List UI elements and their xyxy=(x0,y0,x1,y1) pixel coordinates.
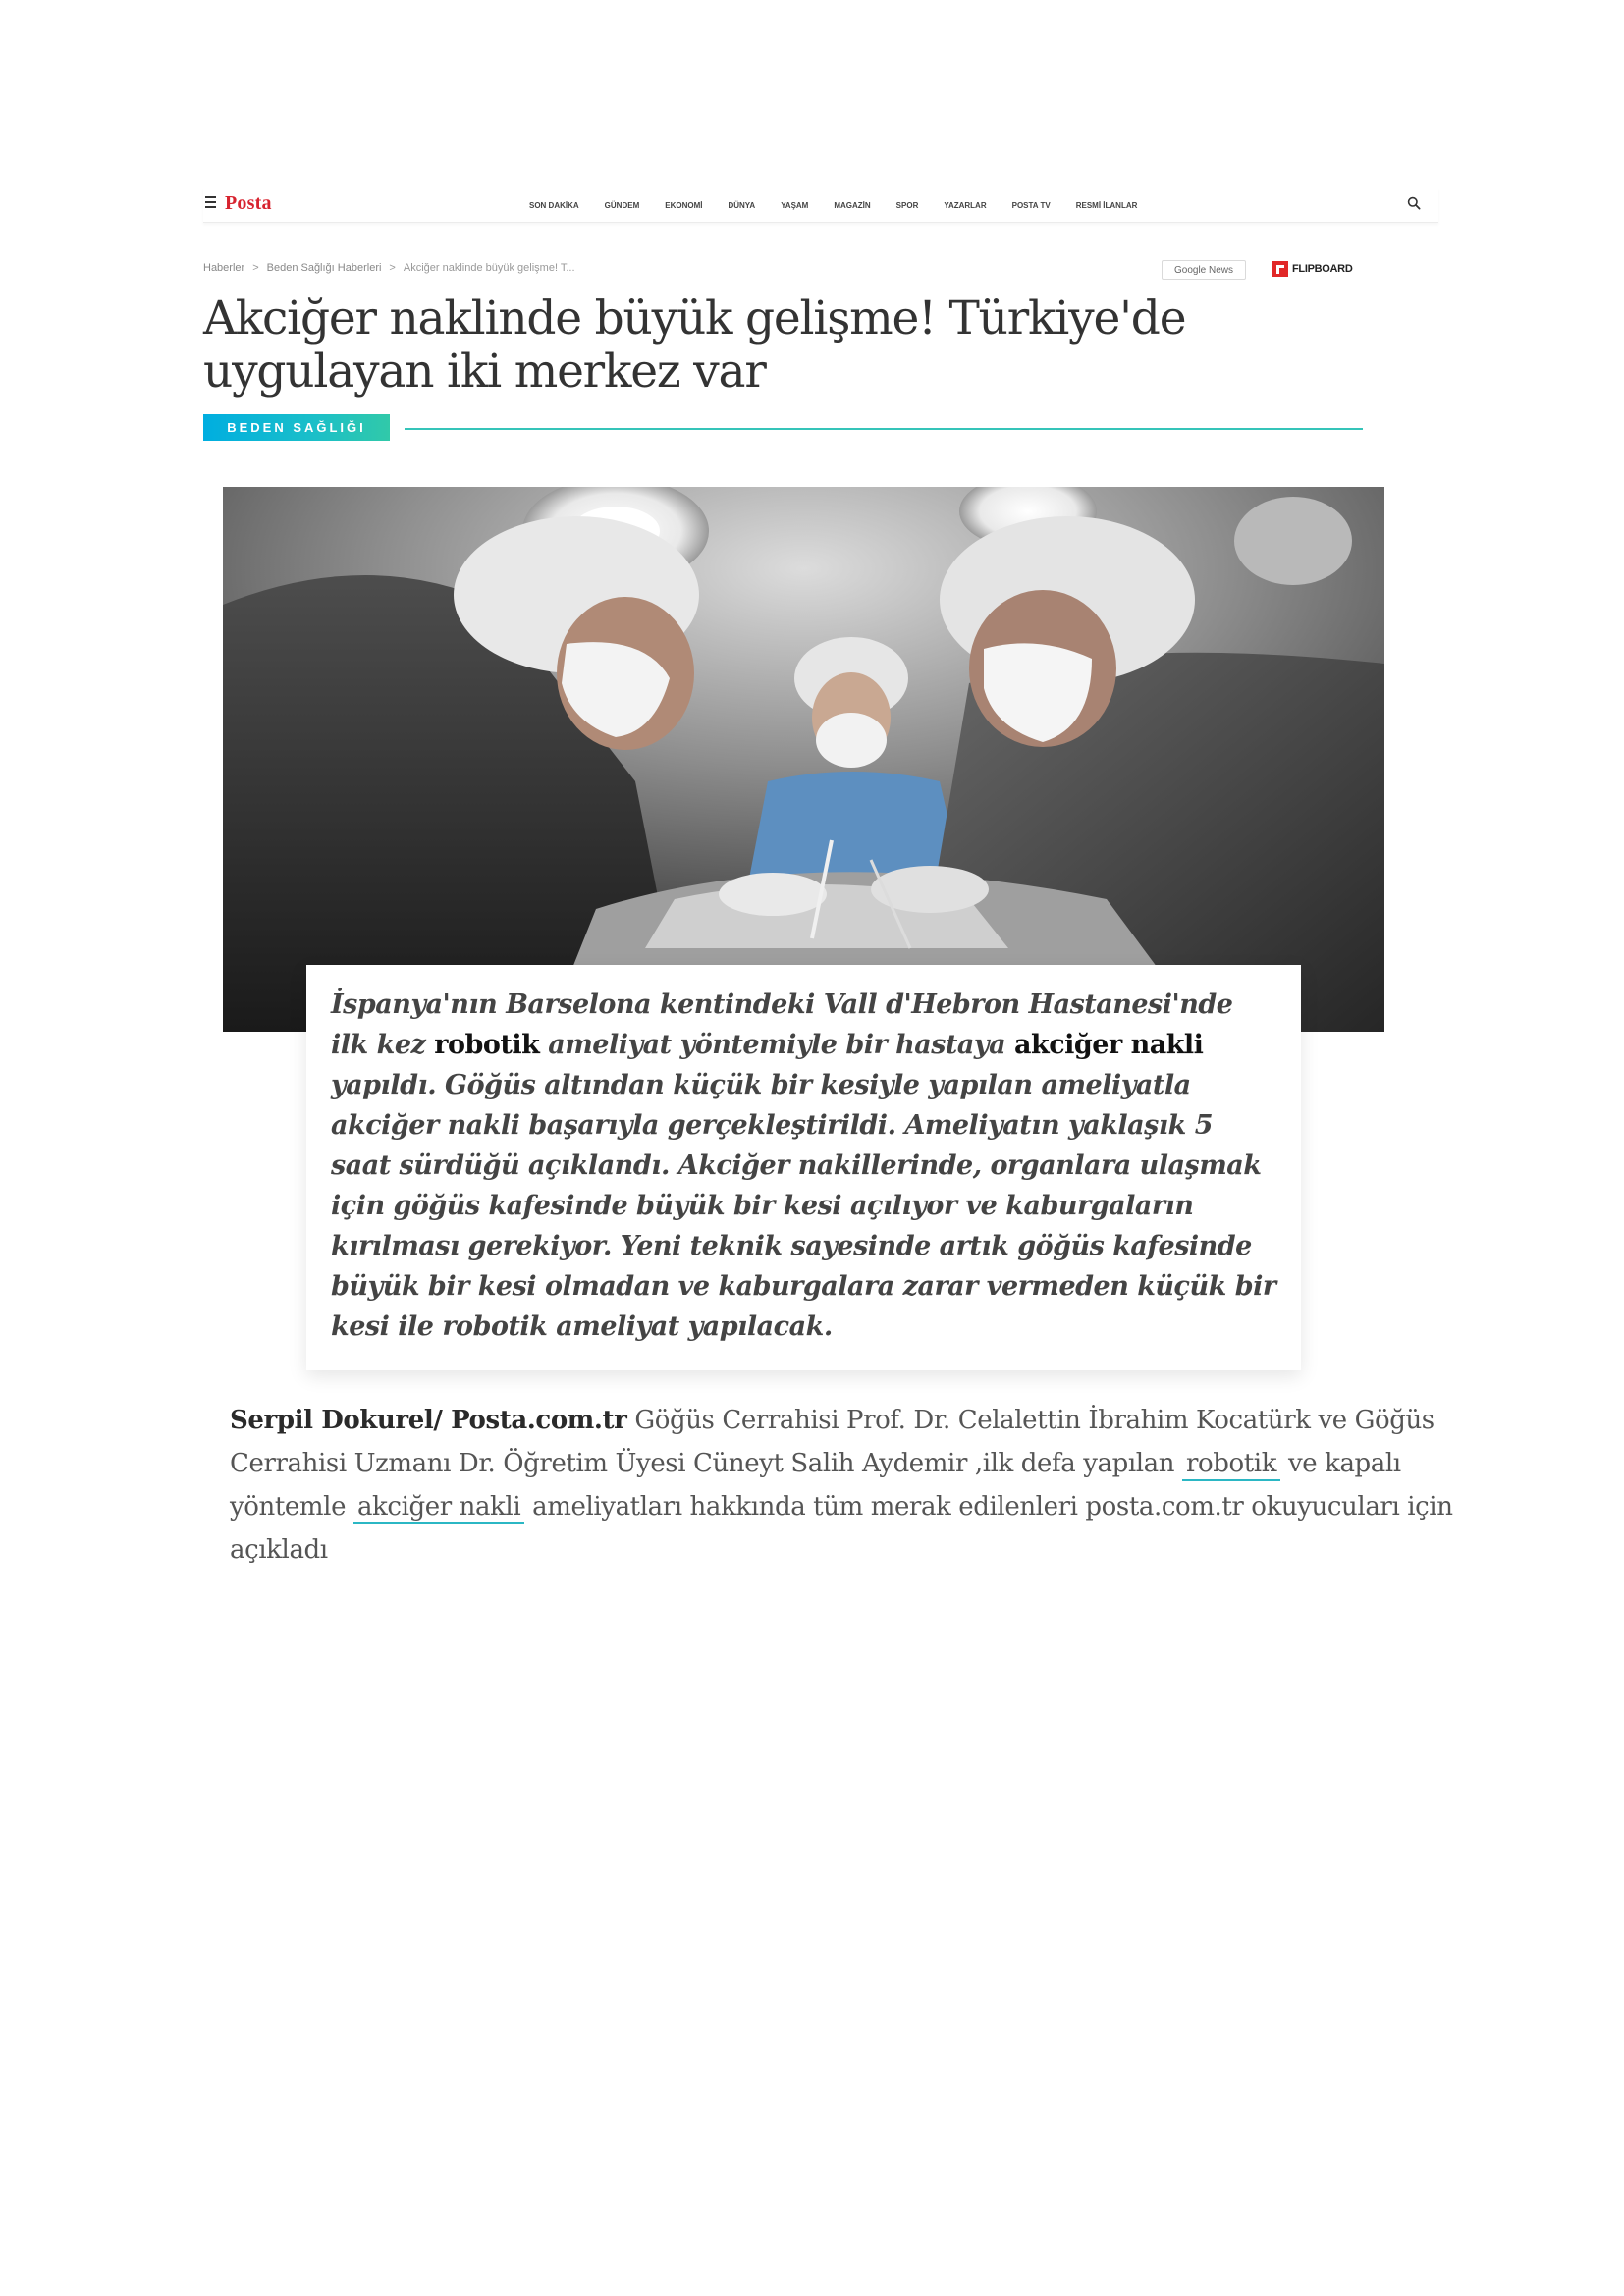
category-divider xyxy=(405,428,1363,430)
summary-text-2: ameliyat yöntemiyle bir hastaya xyxy=(539,1030,1014,1060)
summary-keyword-robotik: robotik xyxy=(434,1030,540,1060)
tag-link-akciger-nakli[interactable]: akciğer nakli xyxy=(353,1492,524,1524)
nav-item-posta-tv[interactable]: POSTA TV xyxy=(1011,201,1051,210)
main-nav xyxy=(529,201,1163,210)
tag-link-robotik[interactable]: robotik xyxy=(1182,1449,1280,1481)
nav-item-magazin[interactable]: MAGAZİN xyxy=(834,201,871,210)
nav-item-dunya[interactable]: DÜNYA xyxy=(728,201,756,210)
google-news-label: Google News xyxy=(1173,264,1234,276)
search-icon[interactable] xyxy=(1407,196,1421,210)
nav-item-gundem[interactable]: GÜNDEM xyxy=(604,201,640,210)
article-summary-box xyxy=(306,965,1301,1370)
nav-item-ekonomi[interactable]: EKONOMİ xyxy=(665,201,703,210)
breadcrumb-beden-sagligi[interactable]: Beden Sağlığı Haberleri xyxy=(266,262,382,274)
article-summary xyxy=(331,985,1277,1347)
article-body-paragraph xyxy=(230,1399,1496,1572)
breadcrumb-haberler[interactable]: Haberler xyxy=(203,262,245,274)
summary-keyword-akciger-nakli: akciğer nakli xyxy=(1014,1030,1204,1060)
nav-item-yazarlar[interactable]: YAZARLAR xyxy=(944,201,987,210)
body-text-2: ve kapalı yöntemle xyxy=(230,1449,1401,1522)
body-text-1: Göğüs Cerrahisi Prof. Dr. Celalettin İbrahim Kocatürk ve Göğüs Cerrahisi Uzmanı Dr. Öğretim Üyesi Cüneyt Salih Aydemir ,ilk defa yapılan xyxy=(230,1406,1435,1478)
body-text-3: ameliyatları hakkında tüm merak edilenleri posta.com.tr okuyucuları için açıkladı xyxy=(230,1492,1453,1565)
nav-item-resmi-ilanlar[interactable]: RESMİ İLANLAR xyxy=(1075,201,1138,210)
site-logo[interactable]: Posta xyxy=(225,192,272,214)
category-tag[interactable]: BEDEN SAĞLIĞI xyxy=(203,414,390,441)
top-navigation-bar xyxy=(203,188,1438,223)
summary-text-1: İspanya'nın Barselona kentindeki Vall d'Hebron Hastanesi'nde ilk kez xyxy=(331,989,1233,1060)
summary-text-3: yapıldı. Göğüs altından küçük bir kesiyle yapılan ameliyatla akciğer nakli başarıyla gerçekleştirildi. Ameliyatın yaklaşık 5 saat sürdüğü açıklandı. Akciğer nakillerinde, organlara ulaşmak için göğüs kafesinde büyük bir kesi açılıyor ve kaburgaların kırılması gerekiyor. Yeni teknik sayesinde artık göğüs kafesinde büyük bir kesi olmadan ve kaburgalara zarar vermeden küçük bir kesi ile robotik ameliyat yapılacak. xyxy=(331,1070,1276,1342)
flipboard-icon xyxy=(1272,261,1288,277)
article-title: Akciğer naklinde büyük gelişme! Türkiye'de uygulayan iki merkez var xyxy=(203,292,1186,399)
hamburger-menu-icon[interactable] xyxy=(205,196,216,208)
breadcrumb-separator: > xyxy=(389,262,396,274)
breadcrumb-separator: > xyxy=(252,262,259,274)
flipboard-button[interactable] xyxy=(1272,261,1352,277)
author-byline: Serpil Dokurel/ Posta.com.tr xyxy=(230,1406,627,1435)
google-news-button[interactable] xyxy=(1162,260,1246,280)
nav-item-yasam[interactable]: YAŞAM xyxy=(781,201,809,210)
nav-item-son-dakika[interactable]: SON DAKİKA xyxy=(529,201,579,210)
breadcrumb-current: Akciğer naklinde büyük gelişme! T... xyxy=(403,262,575,274)
nav-item-spor[interactable]: SPOR xyxy=(895,201,919,210)
flipboard-label: FLIPBOARD xyxy=(1292,263,1353,275)
breadcrumb xyxy=(203,262,575,274)
hero-photo-surgeons xyxy=(223,487,1384,1032)
